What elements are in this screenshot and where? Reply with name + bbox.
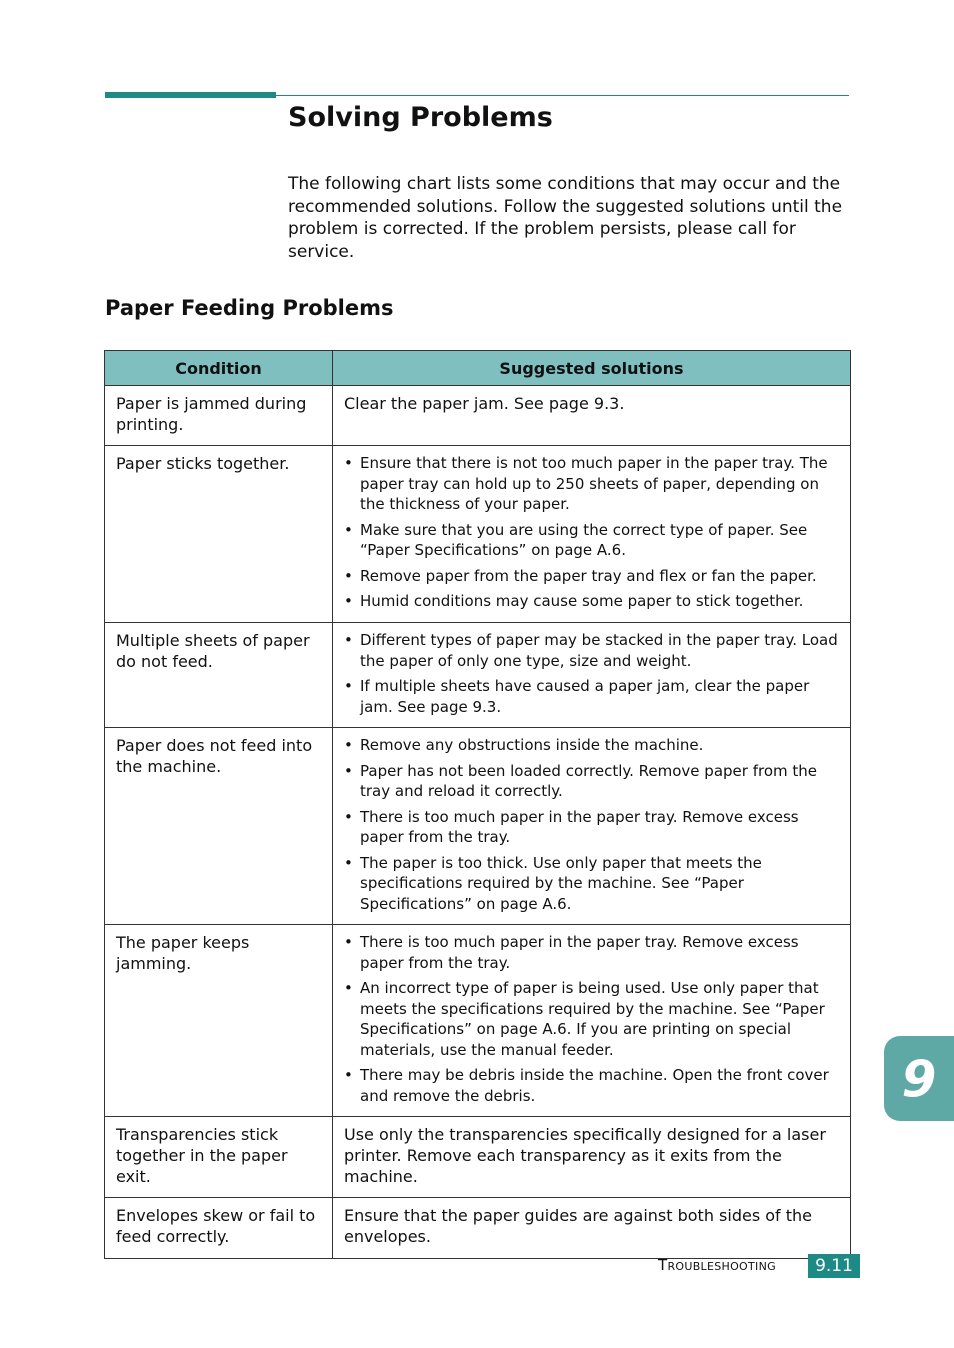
- chapter-tab: [884, 1036, 954, 1121]
- page-number: 9.11: [808, 1254, 860, 1278]
- condition-cell: Multiple sheets of paper do not feed.: [105, 623, 333, 728]
- header-rule-thin: [276, 95, 849, 96]
- solution-cell: Use only the transparencies specifically designed for a laser printer. Remove each transparency as it exits from the machine.: [333, 1117, 851, 1198]
- solution-item: • Humid conditions may cause some paper to stick together.: [344, 591, 840, 612]
- solution-list: [344, 630, 840, 717]
- solution-cell: [333, 446, 851, 623]
- solution-cell: [333, 728, 851, 925]
- table-header-row: [105, 351, 851, 386]
- solution-cell: Clear the paper jam. See page 9.3.: [333, 386, 851, 446]
- solution-item: • Ensure that there is not too much paper in the paper tray. The paper tray can hold up to 250 sheets of paper, depending on the thickness of your paper.: [344, 453, 840, 515]
- solution-item: • Different types of paper may be stacked in the paper tray. Load the paper of only one type, size and weight.: [344, 630, 840, 671]
- table-row: [105, 623, 851, 728]
- solution-item: • Make sure that you are using the correct type of paper. See “Paper Specifications” on page A.6.: [344, 520, 840, 561]
- solution-list: [344, 735, 840, 914]
- solution-item: • There is too much paper in the paper tray. Remove excess paper from the tray.: [344, 932, 840, 973]
- solution-item: • Remove paper from the paper tray and flex or fan the paper.: [344, 566, 840, 587]
- solution-item: • An incorrect type of paper is being used. Use only paper that meets the specifications required by the machine. See “Paper Specifications” on page A.6. If you are printing on special materials, use the manual feeder.: [344, 978, 840, 1060]
- table-row: [105, 1198, 851, 1259]
- problems-table: [104, 350, 851, 1259]
- solution-item: • Paper has not been loaded correctly. Remove paper from the tray and reload it correctly.: [344, 761, 840, 802]
- solution-item: • Remove any obstructions inside the machine.: [344, 735, 840, 756]
- table-row: [105, 1117, 851, 1198]
- solution-item: • The paper is too thick. Use only paper that meets the specifications required by the machine. See “Paper Specifications” on page A.6.: [344, 853, 840, 915]
- chapter-number: 9: [901, 1049, 937, 1108]
- intro-paragraph: The following chart lists some conditions that may occur and the recommended solutions. Follow the suggested solutions until the problem is corrected. If the problem persists, please call for service.: [288, 174, 843, 262]
- condition-cell: Transparencies stick together in the paper exit.: [105, 1117, 333, 1198]
- column-header-condition: Condition: [105, 351, 333, 386]
- table-row: [105, 446, 851, 623]
- table-row: [105, 728, 851, 925]
- solution-cell: [333, 925, 851, 1117]
- condition-cell: Envelopes skew or fail to feed correctly.: [105, 1198, 333, 1259]
- condition-cell: Paper sticks together.: [105, 446, 333, 623]
- solution-list: [344, 453, 840, 612]
- solution-list: [344, 932, 840, 1106]
- footer-section-label: Troubleshooting: [658, 1256, 776, 1274]
- column-header-solutions: Suggested solutions: [333, 351, 851, 386]
- solution-item: • There may be debris inside the machine. Open the front cover and remove the debris.: [344, 1065, 840, 1106]
- solution-cell: [333, 623, 851, 728]
- condition-cell: The paper keeps jamming.: [105, 925, 333, 1117]
- page-title: Solving Problems: [288, 102, 553, 133]
- solution-item: • There is too much paper in the paper tray. Remove excess paper from the tray.: [344, 807, 840, 848]
- table-row: [105, 925, 851, 1117]
- condition-cell: Paper does not feed into the machine.: [105, 728, 333, 925]
- solution-cell: Ensure that the paper guides are against both sides of the envelopes.: [333, 1198, 851, 1259]
- solution-item: • If multiple sheets have caused a paper jam, clear the paper jam. See page 9.3.: [344, 676, 840, 717]
- section-title: Paper Feeding Problems: [105, 296, 394, 320]
- table-row: [105, 386, 851, 446]
- header-rule-thick: [105, 92, 276, 98]
- condition-cell: Paper is jammed during printing.: [105, 386, 333, 446]
